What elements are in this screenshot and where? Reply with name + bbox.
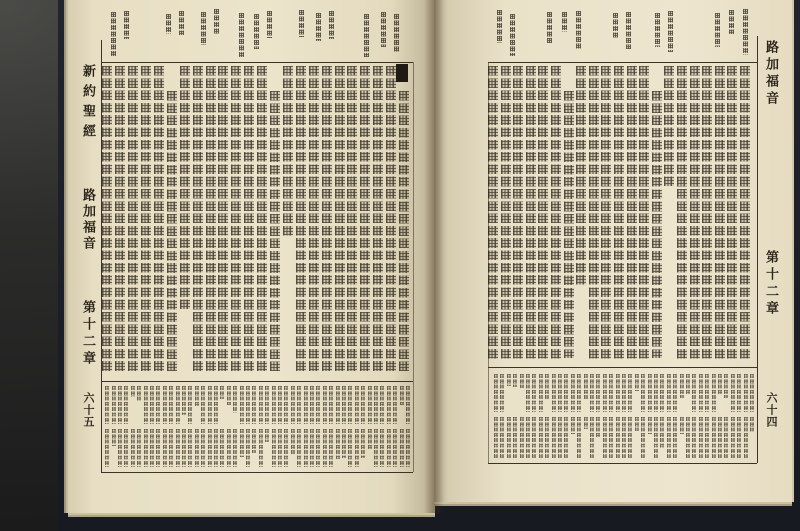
cross-reference-note [539,374,543,412]
cross-reference-note [494,417,498,458]
scripture-text-column [501,66,511,359]
cross-reference-note [660,417,664,448]
book-gutter-shadow [424,0,444,513]
marginal-note [201,12,206,45]
left-text-bottom-rule [101,381,413,382]
scripture-text-column [373,66,383,371]
cross-reference-note [316,386,320,424]
cross-reference-note [144,429,148,467]
cross-reference-note [163,429,167,467]
marginal-note [547,12,552,44]
cross-reference-note [259,386,263,424]
cross-reference-note [750,417,754,432]
cross-reference-note [699,417,703,458]
cross-reference-note [635,374,639,391]
scripture-text-column [283,66,293,236]
cross-reference-note [201,386,205,424]
cross-reference-note [380,429,384,467]
cross-reference-note [387,429,391,467]
marginal-note [562,12,567,32]
cross-reference-note [731,374,735,412]
cross-reference-note [520,374,524,388]
scripture-text-column [564,91,574,359]
marginal-note [394,14,399,53]
cross-reference-note [355,429,359,467]
cross-reference-note [494,374,498,412]
cross-reference-note [545,374,549,400]
cross-reference-note [227,386,231,405]
cross-reference-note [387,386,391,424]
cross-reference-note [246,429,250,467]
scripture-text-column [702,66,712,359]
cross-reference-note [526,417,530,458]
cross-reference-note [374,429,378,467]
cross-reference-note [744,417,748,458]
cross-reference-note [144,386,148,424]
cross-reference-note [616,374,620,412]
cross-reference-note [513,374,517,387]
scripture-text-column [128,66,138,371]
right-book-name: 路加福音 [763,40,778,108]
cross-reference-note [291,386,295,424]
cross-reference-note [705,374,709,412]
cross-reference-note [252,429,256,453]
cross-reference-note [156,429,160,467]
scripture-text-column [526,66,536,359]
cross-reference-note [112,386,116,424]
scripture-text-column [218,66,228,371]
cross-reference-note [176,386,180,424]
cross-reference-note [131,429,135,467]
scripture-text-column [154,66,164,371]
cross-reference-note [240,386,244,424]
cross-reference-note [220,386,224,399]
scripture-text-column [360,66,370,371]
cross-reference-note [240,429,244,457]
cross-reference-note [680,374,684,398]
right-top-rule [488,62,757,63]
cross-reference-note [609,374,613,412]
marginal-note [316,13,321,41]
cross-reference-note [150,429,154,467]
cross-reference-note [590,417,594,458]
scripture-text-column [309,66,319,371]
cross-reference-note [712,417,716,458]
cross-reference-note [526,374,530,412]
scripture-text-column [677,66,687,359]
scripture-text-column [347,66,357,371]
scripture-text-column [715,66,725,359]
scripture-text-column [386,66,396,371]
cross-reference-note [603,417,607,458]
cross-reference-note [641,417,645,458]
marginal-note [668,11,673,52]
section-heading-marker [396,64,408,82]
cross-reference-note [584,374,588,400]
marginal-note [715,13,720,47]
scripture-text-column [206,66,216,371]
cross-reference-note [400,429,404,467]
cross-reference-note [265,386,269,424]
cross-reference-note [590,374,594,412]
cross-reference-note [406,429,410,467]
cross-reference-note [692,374,696,412]
cross-reference-note [564,417,568,458]
scripture-text-column [639,66,649,359]
cross-reference-note [118,429,122,467]
scripture-text-column [727,66,737,359]
cross-reference-note [577,374,581,412]
cross-reference-note [304,429,308,467]
cross-reference-note [558,417,562,458]
cross-reference-note [272,429,276,467]
marginal-note [743,9,748,55]
scripture-text-column [652,91,662,359]
cross-reference-note [124,386,128,424]
cross-reference-note [596,417,600,438]
cross-reference-note [182,429,186,467]
marginal-note [655,13,660,47]
cross-reference-note [724,417,728,458]
cross-reference-note [169,386,173,424]
cross-reference-note [201,429,205,467]
cross-reference-note [628,374,632,412]
marginal-note [729,10,734,34]
cross-reference-note [609,417,613,458]
cross-reference-note [316,429,320,467]
cross-reference-note [361,429,365,458]
cross-reference-note [654,374,658,412]
left-book-name: 路加福音 [80,188,95,252]
left-page-number: 六十五 [82,392,95,428]
right-chapter: 第十二章 [763,250,778,318]
cross-reference-note [278,429,282,467]
scripture-text-column [141,66,151,371]
cross-reference-note [176,429,180,467]
cross-reference-note [584,417,588,429]
cross-reference-note [571,374,575,412]
cross-reference-note [724,374,728,398]
cross-reference-note [348,429,352,467]
scripture-text-column [115,66,125,371]
cross-reference-note [545,417,549,458]
cross-reference-note [246,386,250,424]
cross-reference-note [195,429,199,467]
cross-reference-note [150,386,154,424]
cross-reference-note [406,386,410,424]
cross-reference-note [712,374,716,412]
marginal-note [626,12,631,49]
left-bible-title: 新約聖經 [80,64,95,144]
cross-reference-note [188,386,192,424]
cross-reference-note [635,417,639,431]
cross-reference-note [310,386,314,424]
cross-reference-note [233,386,237,413]
cross-reference-note [163,386,167,424]
cross-reference-note [641,374,645,412]
cross-reference-note [284,429,288,467]
marginal-note [299,10,304,37]
marginal-note [364,14,369,57]
scripture-text-column [193,66,203,371]
cross-reference-note [368,386,372,424]
cross-reference-note [737,374,741,412]
cross-reference-note [214,429,218,467]
cross-reference-note [336,429,340,459]
left-inner-rule [413,62,414,472]
marginal-note [510,14,515,56]
cross-reference-note [259,429,263,467]
cross-reference-note [500,374,504,412]
cross-reference-note [112,429,116,446]
marginal-note [329,11,334,39]
cross-reference-note [297,429,301,467]
cross-reference-note [648,374,652,412]
scripture-text-column [538,66,548,359]
cross-reference-note [361,386,365,424]
cross-reference-note [628,417,632,458]
cross-reference-note [737,417,741,458]
marginal-note [214,9,219,35]
cross-reference-note [564,374,568,412]
cross-reference-note [137,386,141,402]
scripture-text-column [576,66,586,285]
scripture-text-column [322,66,332,371]
cross-reference-note [227,429,231,467]
cross-reference-note [342,429,346,458]
cross-reference-note [513,417,517,458]
cross-reference-note [323,429,327,467]
cross-reference-note [208,429,212,467]
cross-reference-note [616,417,620,458]
scripture-text-column [335,66,345,371]
cross-reference-note [105,429,109,467]
cross-reference-note [673,374,677,412]
cross-reference-note [252,386,256,424]
cross-reference-note [220,429,224,467]
scripture-text-column [664,66,674,186]
cross-reference-note [558,374,562,412]
scripture-text-column [614,66,624,359]
marginal-note [267,11,272,38]
cross-reference-note [214,386,218,424]
marginal-note [613,13,618,38]
scripture-text-column [270,91,280,371]
cross-reference-note [188,429,192,467]
cross-reference-note [355,386,359,424]
cross-reference-note [750,374,754,412]
right-notes-bottom-rule [488,463,757,464]
cross-reference-note [169,429,173,467]
marginal-note [124,11,129,39]
left-top-rule [101,62,413,63]
cross-reference-note [393,386,397,424]
cross-reference-note [718,374,722,395]
scripture-text-column [399,91,409,371]
cross-reference-note [265,429,269,442]
marginal-note [497,10,502,43]
cross-reference-note [673,417,677,458]
cross-reference-note [348,386,352,424]
cross-reference-note [208,386,212,424]
cross-reference-note [667,417,671,458]
left-notes-bottom-rule [101,472,413,473]
cross-reference-note [374,386,378,424]
cross-reference-note [500,417,504,458]
cross-reference-note [603,374,607,412]
cross-reference-note [182,386,186,415]
cross-reference-note [660,374,664,412]
cross-reference-note [131,386,135,397]
scripture-text-column [740,66,750,359]
right-text-bottom-rule [488,367,757,368]
cross-reference-note [744,374,748,412]
scripture-text-column [488,66,498,359]
scripture-text-column [296,66,306,371]
cross-reference-note [329,429,333,467]
cross-reference-note [342,386,346,424]
scripture-text-column [551,66,561,359]
cross-reference-note [329,386,333,424]
marginal-note [254,14,259,49]
cross-reference-note [380,386,384,424]
cross-reference-note [686,417,690,458]
cross-reference-note [105,386,109,424]
cross-reference-note [718,417,722,458]
cross-reference-note [552,417,556,458]
marginal-note [179,11,184,35]
cross-reference-note [393,429,397,467]
cross-reference-note [622,417,626,458]
cross-reference-note [532,374,536,412]
cross-reference-note [368,429,372,450]
cross-reference-note [400,386,404,405]
cross-reference-note [731,417,735,458]
cross-reference-note [297,386,301,424]
cross-reference-note [310,429,314,467]
cross-reference-note [622,374,626,412]
cross-reference-note [291,429,295,455]
scripture-text-column [180,66,190,309]
cross-reference-note [137,429,141,467]
scripture-text-column [690,66,700,359]
cross-reference-note [692,417,696,458]
scripture-text-column [102,66,112,371]
cross-reference-note [699,374,703,412]
scripture-text-column [231,66,241,371]
cross-reference-note [284,386,288,424]
cross-reference-note [577,417,581,458]
cross-reference-note [507,417,511,458]
cross-reference-note [596,374,600,412]
scripture-text-column [244,66,254,371]
cross-reference-note [323,386,327,424]
left-chapter: 第十二章 [80,300,95,368]
cross-reference-note [552,374,556,412]
cross-reference-note [278,386,282,424]
cross-reference-note [680,417,684,434]
marginal-note [166,14,171,34]
cross-reference-note [233,429,237,467]
scripture-text-column [167,91,177,371]
scripture-text-column [589,66,599,359]
right-page-number: 六十四 [765,392,778,428]
cross-reference-note [336,386,340,424]
cross-reference-note [686,374,690,394]
marginal-note [576,11,581,50]
scripture-text-column [257,66,267,371]
cross-reference-note [195,386,199,406]
cross-reference-note [520,417,524,458]
cross-reference-note [532,417,536,458]
cross-reference-note [304,386,308,424]
cross-reference-note [648,417,652,434]
cross-reference-note [654,417,658,458]
marginal-note [111,12,116,57]
cross-reference-note [571,417,575,434]
scripture-text-column [627,66,637,359]
cross-reference-note [507,374,511,386]
cross-reference-note [156,386,160,424]
cross-reference-note [272,386,276,424]
cross-reference-note [705,417,709,458]
cross-reference-note [667,374,671,412]
scripture-text-column [601,66,611,359]
scripture-text-column [513,66,523,359]
cross-reference-note [539,417,543,458]
marginal-note [239,13,244,57]
cross-reference-note [124,429,128,467]
right-margin-rule [757,36,758,463]
cross-reference-note [118,386,122,424]
marginal-note [381,12,386,47]
